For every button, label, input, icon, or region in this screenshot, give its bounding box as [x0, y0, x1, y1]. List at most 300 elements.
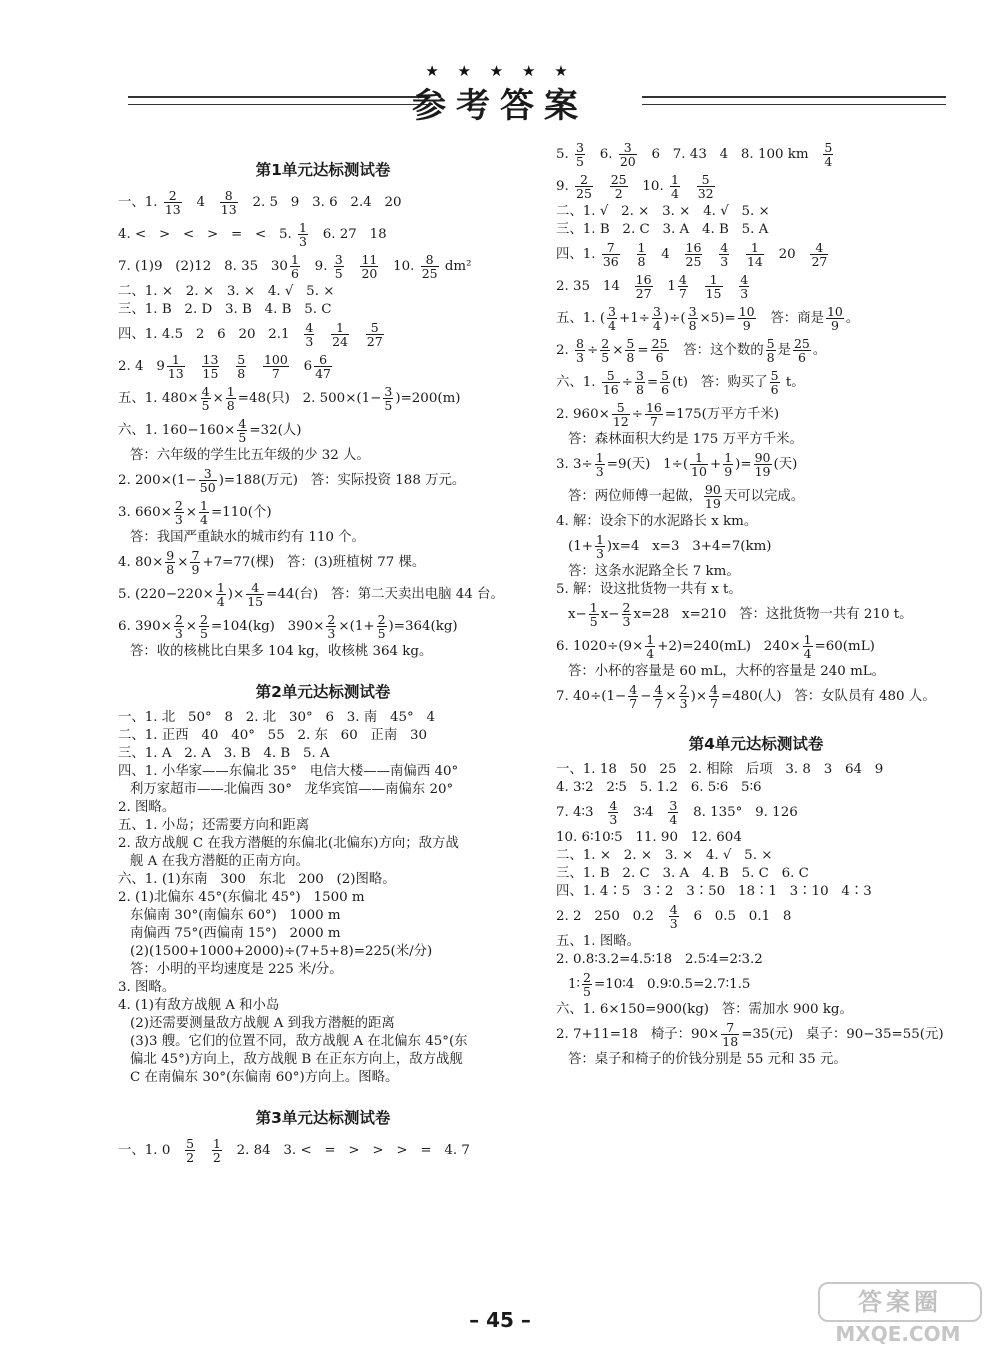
fraction-numerator: 5 — [770, 368, 779, 383]
answer-line — [118, 836, 528, 852]
page-header — [0, 60, 1000, 130]
answer-line — [118, 908, 528, 924]
answer-line — [556, 532, 956, 562]
answer-text: C 在南偏东 30°(东偏南 60°)方向上。图略。 — [130, 1070, 399, 1085]
fraction — [739, 273, 749, 300]
fraction-numerator: 1 — [167, 353, 185, 367]
answer-text: 5. (220−220× — [118, 587, 214, 602]
fraction-numerator: 5 — [766, 336, 775, 351]
fraction-denominator: 27 — [635, 286, 652, 301]
fraction — [770, 369, 780, 396]
answer-text: 4. (1)有敌方战舰 A 和小岛 — [118, 998, 280, 1013]
answer-text: 2. 4 9 — [118, 359, 165, 374]
answer-line — [556, 222, 956, 238]
answer-line — [118, 818, 528, 834]
fraction — [334, 253, 344, 280]
fraction-denominator: 7 — [629, 696, 638, 711]
fraction-numerator: 2 — [575, 173, 593, 187]
fraction-denominator: 7 — [271, 366, 280, 381]
answer-text: 2. 5 9 3. 6 2.4 20 — [239, 195, 402, 210]
watermark-logo — [808, 1282, 988, 1348]
fraction — [679, 683, 689, 710]
fraction-denominator: 8 — [637, 254, 646, 269]
answer-text: 二、1. × 2. × 3. × 4. √ 5. × — [118, 284, 335, 299]
fraction — [220, 189, 238, 216]
fraction — [383, 385, 393, 412]
fraction-denominator: 20 — [619, 154, 636, 169]
answer-line — [556, 830, 956, 846]
answer-text: 2. 图略。 — [118, 800, 176, 815]
answer-text: =9(天) 1÷( — [606, 457, 689, 472]
answer-text: (天) — [773, 457, 798, 472]
fraction-denominator: 3 — [595, 464, 604, 479]
fraction-denominator: 4 — [646, 646, 655, 661]
fraction — [298, 221, 308, 248]
fraction-numerator: 1 — [724, 450, 733, 465]
fraction-denominator: 2 — [614, 186, 623, 201]
fraction-denominator: 3 — [299, 234, 307, 249]
page-number: – 45 – — [469, 1308, 531, 1332]
answer-text: 五、1. ( — [556, 311, 606, 326]
answer-text: 六、1. — [556, 375, 600, 390]
answer-line — [556, 564, 956, 580]
answer-line — [556, 400, 956, 430]
fraction-denominator: 4 — [200, 512, 208, 527]
fraction-denominator: 3 — [305, 334, 314, 349]
fraction-denominator: 15 — [705, 286, 722, 301]
answer-text: 四、1. 4∶5 3∶2 3∶50 18∶1 3∶10 4∶3 — [556, 884, 872, 899]
fraction-numerator: 5 — [824, 140, 833, 155]
fraction-numerator: 8 — [421, 253, 439, 267]
fraction — [314, 353, 332, 380]
answer-text: =480(人) 答：女队员有 480 人。 — [721, 689, 936, 704]
fraction — [635, 369, 645, 396]
fraction-numerator: 3 — [652, 304, 661, 319]
answer-line — [556, 600, 956, 630]
fraction-denominator: 10 — [691, 464, 707, 479]
fraction-denominator: 13 — [167, 366, 184, 381]
fraction-numerator: 1 — [646, 632, 655, 647]
answer-line — [118, 728, 528, 744]
answer-text: 三、1. B 2. C 3. A 4. B 5. A — [556, 222, 769, 237]
fraction-numerator: 4 — [201, 384, 210, 399]
answer-text: 10. — [380, 259, 419, 274]
fraction-denominator: 7 — [649, 414, 658, 429]
answer-text: 答：收的核桃比白果多 104 kg，收核桃 364 kg。 — [130, 644, 433, 659]
answer-text: 四、1. 4.5 2 6 20 2.1 — [118, 327, 303, 342]
fraction-denominator: 4 — [803, 646, 812, 661]
answer-text: ×(1+ — [338, 619, 375, 634]
fraction-denominator: 25 — [576, 186, 592, 201]
fraction-denominator: 50 — [199, 480, 216, 495]
fraction — [635, 273, 653, 300]
answer-text: 四、1. 小华家——东偏北 35° 电信大楼——南偏西 40° — [118, 764, 459, 779]
fraction — [612, 401, 630, 428]
fraction-denominator: 8 — [688, 318, 697, 333]
fraction-denominator: 9 — [742, 318, 751, 333]
answer-text: 一、1. 北 50° 8 2. 北 30° 6 3. 南 45° 4 — [118, 710, 435, 725]
answer-text: = — [637, 343, 649, 358]
fraction-denominator: 5 — [238, 430, 247, 445]
fraction — [766, 337, 776, 364]
fraction-numerator: 1 — [331, 321, 349, 335]
fraction-denominator: 18 — [722, 1034, 739, 1049]
answer-text: 2. 84 3. < = > > > = 4. 7 — [223, 1143, 470, 1158]
fraction-denominator: 19 — [754, 464, 771, 479]
answer-text: 4. 80× — [118, 555, 164, 570]
fraction — [595, 533, 605, 560]
fraction-denominator: 8 — [635, 382, 644, 397]
answer-line — [556, 632, 956, 662]
fraction-denominator: 4 — [608, 318, 616, 333]
fraction-denominator: 2 — [212, 1150, 221, 1165]
fraction — [575, 173, 593, 200]
answer-line — [556, 952, 956, 968]
answer-line — [118, 580, 528, 610]
answer-text: x− — [568, 607, 587, 622]
answer-text: 4. < > < > = < 5. — [118, 227, 297, 242]
section-title: 第4单元达标测试卷 — [688, 735, 824, 753]
fraction-numerator: 2 — [622, 600, 631, 615]
answer-line — [118, 926, 528, 942]
answer-text: 四、1. — [556, 247, 600, 262]
fraction-numerator: 9 — [166, 548, 175, 563]
fraction-denominator: 3 — [327, 626, 336, 641]
answer-text: 6. 27 18 — [309, 227, 387, 242]
fraction-denominator: 20 — [361, 266, 378, 281]
fraction-numerator: 4 — [740, 272, 749, 287]
fraction — [236, 353, 246, 380]
answer-line — [556, 272, 956, 302]
answer-text: 5. 解：设这批货物一共有 x t。 — [556, 582, 742, 597]
fraction — [678, 273, 688, 300]
fraction — [697, 173, 715, 200]
fraction — [690, 451, 708, 478]
answer-text: 答：两位师傅一起做， — [568, 489, 702, 504]
answer-text: 答：这个数的 — [670, 343, 764, 358]
fraction-numerator: 4 — [305, 320, 314, 335]
fraction-denominator: 25 — [421, 266, 438, 281]
fraction-denominator: 12 — [612, 414, 629, 429]
fraction-numerator: 10 — [826, 304, 843, 319]
answer-text: 2. 200×(1− — [118, 473, 197, 488]
fraction-numerator: 90 — [754, 450, 771, 465]
answer-line — [118, 530, 528, 546]
fraction-numerator: 1 — [290, 252, 299, 267]
fraction-numerator: 8 — [576, 336, 584, 351]
fraction-denominator: 27 — [366, 334, 383, 349]
fraction-denominator: 5 — [576, 154, 584, 169]
answer-text — [351, 327, 364, 342]
fraction — [212, 1137, 222, 1164]
fraction-denominator: 4 — [824, 154, 833, 169]
fraction-denominator: 16 — [602, 382, 619, 397]
answer-line — [556, 798, 956, 828]
fraction — [625, 337, 635, 364]
answer-line — [556, 848, 956, 864]
fraction-denominator: 14 — [746, 254, 763, 269]
answer-text: 五、1. 图略。 — [556, 934, 640, 949]
answer-line — [118, 384, 528, 414]
answer-line — [118, 998, 528, 1014]
answer-text: 4 — [648, 247, 683, 262]
answer-text: =10∶4 0.9∶0.5=2.7∶1.5 — [593, 977, 751, 992]
answer-line — [118, 1052, 528, 1068]
fraction-numerator: 4 — [710, 682, 718, 697]
answer-text: 二、1. × 2. × 3. × 4. √ 5. × — [556, 848, 773, 863]
answer-text: )=364(kg) — [388, 619, 458, 634]
fraction-denominator: 3 — [740, 286, 749, 301]
answer-line — [556, 682, 956, 712]
answer-text: 2. (1)北偏东 45°(东偏北 45°) 1500 m — [118, 890, 365, 905]
fraction-denominator: 4 — [652, 318, 661, 333]
fraction — [607, 305, 617, 332]
fraction-denominator: 4 — [669, 812, 678, 827]
answer-text: 三、1. B 2. D 3. B 4. B 5. C — [118, 302, 332, 317]
fraction — [645, 401, 663, 428]
answer-text: 东偏南 30°(南偏东 60°) 1000 m — [130, 908, 341, 923]
answer-text: 10. — [629, 179, 668, 194]
answer-text: 10. 6∶10∶5 11. 90 12. 604 — [556, 830, 742, 845]
answer-line — [118, 548, 528, 578]
fraction-denominator: 3 — [679, 696, 688, 711]
answer-text: 6 — [290, 359, 313, 374]
answer-text: )÷( — [663, 311, 686, 326]
answer-text: (2)(1500+1000+2000)÷(7+5+8)=225(米/分) — [130, 944, 433, 959]
fraction — [421, 253, 439, 280]
fraction — [185, 1137, 195, 1164]
fraction-denominator: 7 — [710, 696, 718, 711]
answer-line — [118, 644, 528, 660]
answer-text: 一、1. 0 — [118, 1143, 184, 1158]
answer-text: 4. 3∶2 2∶5 5. 1.2 6. 5∶6 5∶6 — [556, 780, 762, 795]
fraction-numerator: 6 — [314, 353, 332, 367]
fraction-numerator: 1 — [803, 632, 812, 647]
fraction-numerator: 3 — [608, 304, 616, 319]
answer-text: 答：六年级的学生比五年级的少 32 人。 — [130, 448, 370, 463]
answer-text: 7. (1)9 (2)12 8. 35 30 — [118, 259, 288, 274]
fraction-denominator: 3 — [576, 350, 584, 365]
section-title: 第1单元达标测试卷 — [255, 161, 391, 179]
fraction-numerator: 3 — [199, 467, 217, 481]
fraction-denominator: 3 — [174, 626, 183, 641]
answer-text: t。 — [781, 375, 805, 390]
answer-text: (1+ — [568, 539, 593, 554]
answer-text — [682, 179, 695, 194]
answer-text: x− — [600, 607, 620, 622]
answer-text — [595, 179, 608, 194]
fraction-numerator: 4 — [654, 682, 663, 697]
fraction — [651, 337, 669, 364]
answer-line — [118, 1016, 528, 1032]
answer-line — [118, 320, 528, 350]
fraction — [669, 903, 679, 930]
fraction-numerator: 1 — [299, 220, 307, 235]
answer-text: )× — [227, 587, 245, 602]
answer-text: 8. 135° 9. 126 — [680, 805, 798, 820]
fraction — [589, 601, 599, 628]
answer-text: =35(元) 桌子：90−35=55(元) — [741, 1027, 944, 1042]
fraction — [668, 799, 678, 826]
fraction-numerator: 4 — [246, 581, 264, 595]
fraction — [754, 451, 772, 478]
fraction — [705, 273, 723, 300]
watermark-url: MXQE.COM — [835, 1322, 961, 1346]
answer-text: 答：这条水泥路全长 7 km。 — [568, 564, 740, 579]
answer-text — [346, 259, 359, 274]
fraction-numerator: 4 — [629, 682, 638, 697]
answer-line — [118, 284, 528, 300]
fraction — [670, 173, 680, 200]
answer-line — [556, 866, 956, 882]
fraction — [595, 451, 605, 478]
answer-line — [556, 450, 956, 480]
fraction — [164, 189, 182, 216]
answer-text: 答：桌子和椅子的价钱分别是 55 元和 35 元。 — [568, 1052, 847, 1067]
answer-line — [118, 1070, 528, 1086]
fraction-denominator: 9 — [191, 562, 200, 577]
fraction — [202, 353, 220, 380]
answer-text: × — [177, 555, 189, 570]
fraction-numerator: 4 — [238, 416, 247, 431]
fraction-numerator: 4 — [720, 240, 729, 255]
fraction-denominator: 3 — [609, 812, 618, 827]
fraction — [619, 141, 637, 168]
answer-line — [118, 612, 528, 642]
answer-text: x=28 x=210 答：这批货物一共有 210 t。 — [633, 607, 913, 622]
answer-line — [118, 220, 528, 250]
fraction — [738, 305, 756, 332]
fraction — [746, 241, 764, 268]
answer-text: 6 7. 43 4 8. 100 km — [638, 147, 822, 162]
fraction — [622, 601, 632, 628]
answer-text: 6. 1020÷(9× — [556, 639, 644, 654]
fraction-denominator: 19 — [704, 496, 721, 511]
fraction — [628, 683, 638, 710]
fraction-numerator: 4 — [669, 902, 678, 917]
fraction-numerator: 1 — [670, 172, 679, 187]
answer-line — [556, 902, 956, 932]
answer-line — [556, 432, 956, 448]
answer-text: 六、1. 160−160× — [118, 423, 236, 438]
answer-text: 7. 40÷(1− — [556, 689, 627, 704]
fraction — [174, 613, 184, 640]
fraction-denominator: 2 — [186, 1150, 195, 1165]
answer-line — [556, 884, 956, 900]
answer-line — [118, 1136, 528, 1166]
answer-line — [118, 980, 528, 996]
fraction-numerator: 3 — [619, 141, 637, 155]
answer-text: 3. 3÷ — [556, 457, 593, 472]
answer-text: 1 — [654, 279, 676, 294]
fraction-denominator: 5 — [201, 398, 210, 413]
answer-text: +2)=240(mL) 240× — [657, 639, 801, 654]
fraction-denominator: 5 — [334, 266, 343, 281]
answer-text: 4. 解：设余下的水泥路长 x km。 — [556, 514, 758, 529]
answer-text: 利万家超市——北偏西 30° 龙华宾馆——南偏东 20° — [130, 782, 454, 797]
answer-text: 6. 390× — [118, 619, 172, 634]
answer-text: 三、1. B 2. C 3. A 4. B 5. C 6. C — [556, 866, 809, 881]
answer-text: 3. 660× — [118, 505, 172, 520]
fraction-denominator: 13 — [164, 202, 181, 217]
answer-text: 答：我国严重缺水的城市约有 110 个。 — [130, 530, 365, 545]
fraction — [637, 241, 647, 268]
answer-text: 3∶4 — [620, 805, 667, 820]
fraction-numerator: 7 — [191, 548, 200, 563]
answer-text: + — [709, 457, 722, 472]
fraction-numerator: 4 — [609, 798, 618, 813]
answer-column-left — [118, 140, 528, 1168]
answer-text: =175(万平方千米) — [664, 407, 780, 422]
fraction-denominator: 27 — [811, 254, 828, 269]
fraction-denominator: 6 — [290, 266, 299, 281]
watermark-badge: 答案圈 — [818, 1282, 982, 1322]
fraction-numerator: 25 — [793, 336, 810, 351]
answer-text: +1÷ — [619, 311, 650, 326]
answer-line — [118, 252, 528, 282]
fraction-denominator: 6 — [770, 382, 779, 397]
fraction — [602, 241, 620, 268]
fraction-numerator: 4 — [810, 241, 828, 255]
answer-text: =48(只) 2. 500×(1− — [237, 391, 382, 406]
answer-text: ×5)= — [699, 311, 736, 326]
answer-text: 6. — [587, 147, 617, 162]
answer-line — [556, 140, 956, 170]
fraction-numerator: 2 — [174, 612, 183, 627]
fraction-numerator: 5 — [237, 352, 246, 367]
fraction-numerator: 2 — [601, 336, 610, 351]
fraction — [226, 385, 236, 412]
fraction-numerator: 16 — [685, 240, 702, 255]
fraction — [610, 173, 628, 200]
answer-line — [118, 854, 528, 870]
answer-line — [556, 304, 956, 334]
fraction — [331, 321, 349, 348]
fraction-denominator: 4 — [670, 186, 679, 201]
fraction-denominator: 5 — [583, 984, 591, 999]
fraction-denominator: 24 — [332, 334, 348, 349]
fraction — [165, 549, 175, 576]
answer-line — [556, 368, 956, 398]
fraction — [199, 499, 209, 526]
fraction-denominator: 8 — [226, 398, 235, 413]
answer-line — [118, 746, 528, 762]
fraction-denominator: 15 — [202, 366, 219, 381]
answer-text: 1∶ — [568, 977, 581, 992]
fraction — [237, 417, 247, 444]
fraction — [377, 613, 387, 640]
answer-text: 2. 35 14 — [556, 279, 633, 294]
fraction-denominator: 5 — [384, 398, 393, 413]
fraction — [366, 321, 384, 348]
answer-text: (t) 答：购买了 — [672, 375, 768, 390]
fraction — [645, 633, 655, 660]
fraction-numerator: 1 — [637, 240, 646, 255]
section-title: 第2单元达标测试卷 — [255, 683, 391, 701]
fraction-numerator: 1 — [746, 241, 764, 255]
answer-text: ÷ — [587, 343, 599, 358]
answer-line — [556, 970, 956, 1000]
answer-text: 9. — [301, 259, 332, 274]
fraction-denominator: 5 — [601, 350, 610, 365]
fraction — [709, 683, 719, 710]
fraction-numerator: 2 — [327, 612, 336, 627]
fraction-denominator: 4 — [216, 594, 225, 609]
answer-text: 天可以完成。 — [723, 489, 805, 504]
answer-text: 答：小明的平均速度是 225 米/分。 — [130, 962, 343, 977]
fraction — [602, 369, 620, 396]
fraction — [167, 353, 185, 380]
